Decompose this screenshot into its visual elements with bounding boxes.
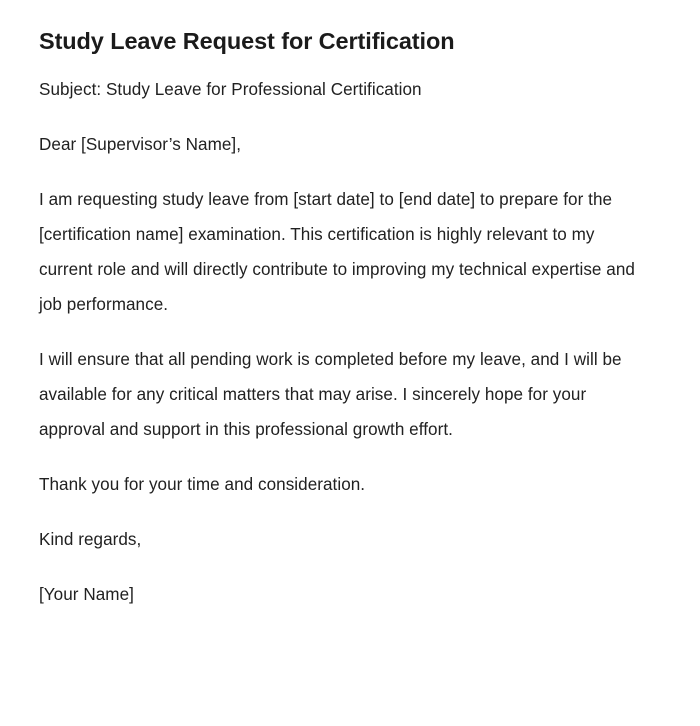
signature-line: [Your Name] bbox=[39, 585, 134, 604]
subject-line: Subject: Study Leave for Professional Certification bbox=[39, 80, 422, 99]
salutation-line: Dear [Supervisor’s Name], bbox=[39, 135, 242, 154]
page-title: Study Leave Request for Certification bbox=[39, 28, 455, 54]
letter-body bbox=[39, 72, 635, 612]
body-paragraph-1: I am requesting study leave from [start date] to [end date] to prepare for the [certification name] examination. This certification is highly relevant to my current role and will directly contribute to improving my technical expertise and job performance. bbox=[39, 190, 635, 314]
body-paragraph-2: I will ensure that all pending work is completed before my leave, and I will be available for any critical matters that may arise. I sincerely hope for your approval and support in this professional growth effort. bbox=[39, 350, 622, 439]
thanks-line: Thank you for your time and consideration. bbox=[39, 475, 366, 494]
closing-line: Kind regards, bbox=[39, 530, 142, 549]
